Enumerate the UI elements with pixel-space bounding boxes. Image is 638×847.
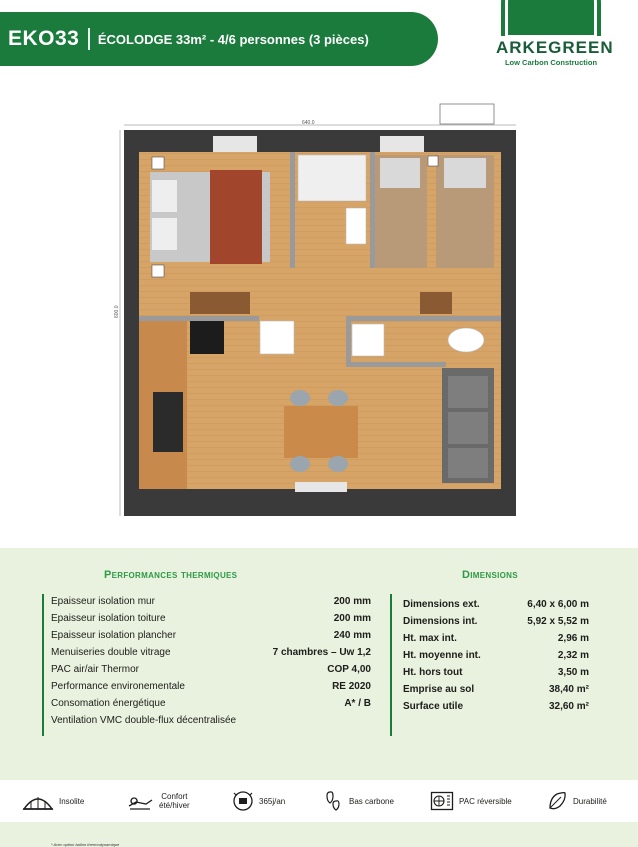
performances-heading: Performances thermiques — [104, 569, 238, 581]
dim-value: 32,60 m² — [548, 701, 589, 712]
window-top-right — [380, 136, 424, 152]
specs-panel — [0, 548, 638, 780]
feature-comfort — [126, 788, 190, 814]
perf-value: COP 4,00 — [327, 664, 371, 675]
dim-row — [403, 667, 589, 684]
perf-row — [51, 681, 371, 698]
perf-value: 7 chambres – Uw 1,2 — [272, 647, 371, 658]
perf-label: Epaisseur isolation plancher — [51, 630, 177, 641]
dimensions-heading: Dimensions — [462, 569, 518, 581]
dining-table — [284, 406, 358, 458]
dim-row — [403, 701, 589, 718]
feature-heat-pump — [430, 788, 512, 814]
header-title: ÉCOLODGE 33m² - 4/6 personnes (3 pièces) — [97, 31, 369, 47]
header-divider — [88, 28, 90, 50]
logo-tagline: Low Carbon Construction — [504, 58, 598, 67]
wc-basin — [352, 324, 384, 356]
feature-365 — [232, 788, 285, 814]
feature-low-carbon — [324, 788, 394, 814]
durability-icon — [546, 790, 568, 812]
dim-value: 5,92 x 5,52 m — [527, 616, 589, 627]
divider-right — [390, 594, 392, 736]
logo-wordmark: ARKEGREEN — [496, 38, 614, 57]
perf-row — [51, 715, 371, 732]
dim-label: Ht. moyenne int. — [403, 650, 481, 661]
perf-row — [51, 630, 371, 647]
sink — [153, 392, 183, 452]
wall-bath-right — [370, 152, 375, 268]
bed-throw — [210, 170, 262, 264]
perf-row — [51, 664, 371, 681]
dim-value: 2,96 m — [557, 633, 589, 644]
perf-label: Menuiseries double vitrage — [51, 647, 171, 658]
perf-label: Ventilation VMC double-flux décentralisée — [51, 715, 237, 726]
calendar-365-icon — [232, 790, 254, 812]
feature-label: Bas carbone — [349, 796, 394, 806]
window-top-left — [213, 136, 257, 152]
dim-row — [403, 633, 589, 650]
dim-value: 38,40 m² — [548, 684, 589, 695]
dimension-depth: 600.0 — [114, 305, 120, 318]
comfort-chair-icon — [126, 790, 154, 812]
wall-wc-bottom — [346, 362, 446, 367]
tent-icon — [22, 791, 54, 811]
shower — [298, 155, 366, 201]
perf-value: 240 mm — [333, 630, 371, 641]
cooktop — [190, 321, 224, 354]
dim-label: Dimensions int. — [403, 616, 478, 627]
heat-pump-unit — [440, 104, 494, 124]
perf-label: Consomation énergétique — [51, 698, 166, 709]
dim-label: Emprise au sol — [403, 684, 475, 695]
toilet — [448, 328, 484, 352]
perf-row — [51, 596, 371, 613]
perf-label: Performance environementale — [51, 681, 185, 692]
footprint-icon — [324, 789, 344, 813]
perf-label: Epaisseur isolation toiture — [51, 613, 166, 624]
brand-logo — [496, 0, 614, 72]
wall-bath-left — [290, 152, 295, 268]
perf-value: 200 mm — [333, 613, 371, 624]
perf-label: PAC air/air Thermor — [51, 664, 139, 675]
dim-row — [403, 616, 589, 633]
perf-value: RE 2020 — [332, 681, 371, 692]
desk-right — [420, 292, 452, 314]
dim-label: Ht. max int. — [403, 633, 457, 644]
dim-row — [403, 684, 589, 701]
dim-label: Dimensions ext. — [403, 599, 480, 610]
logo-hill-icon — [508, 0, 594, 35]
dim-label: Surface utile — [403, 701, 464, 712]
perf-row — [51, 647, 371, 664]
floor-plan-drawing — [110, 100, 520, 520]
washbasin — [346, 208, 366, 244]
perf-row — [51, 613, 371, 630]
model-code: EKO33 — [8, 27, 80, 50]
dimension-width: 640.0 — [302, 120, 315, 126]
floor-plan — [110, 100, 520, 520]
dim-value: 6,40 x 6,00 m — [527, 599, 589, 610]
divider-left — [42, 594, 44, 736]
feature-durability — [546, 788, 607, 814]
footnote: * Avec option ballon thermodynamique — [51, 842, 120, 847]
features-bar — [0, 780, 638, 822]
dim-label: Ht. hors tout — [403, 667, 463, 678]
perf-value: 200 mm — [333, 596, 371, 607]
feature-label: 365j/an — [259, 796, 286, 806]
feature-label: Confort été/hiver — [159, 792, 190, 810]
wall-kitchen-top — [139, 316, 259, 321]
dim-value: 3,50 m — [557, 667, 589, 678]
heat-pump-icon — [430, 791, 454, 811]
feature-label: PAC réversible — [459, 796, 512, 806]
fridge — [260, 321, 294, 354]
dim-value: 2,32 m — [557, 650, 589, 661]
wall-wc-left — [346, 316, 351, 366]
header-band — [0, 12, 438, 66]
feature-label: Insolite — [59, 796, 85, 806]
footer-band — [0, 822, 638, 847]
dim-row — [403, 599, 589, 616]
dim-row — [403, 650, 589, 667]
perf-row — [51, 698, 371, 715]
window-bottom — [295, 482, 347, 492]
feature-label: Durabilité — [573, 796, 607, 806]
feature-insolite — [22, 788, 84, 814]
desk-left — [190, 292, 250, 314]
perf-label: Epaisseur isolation mur — [51, 596, 155, 607]
perf-value: A* / B — [344, 698, 371, 709]
wall-wc-top — [346, 316, 501, 321]
